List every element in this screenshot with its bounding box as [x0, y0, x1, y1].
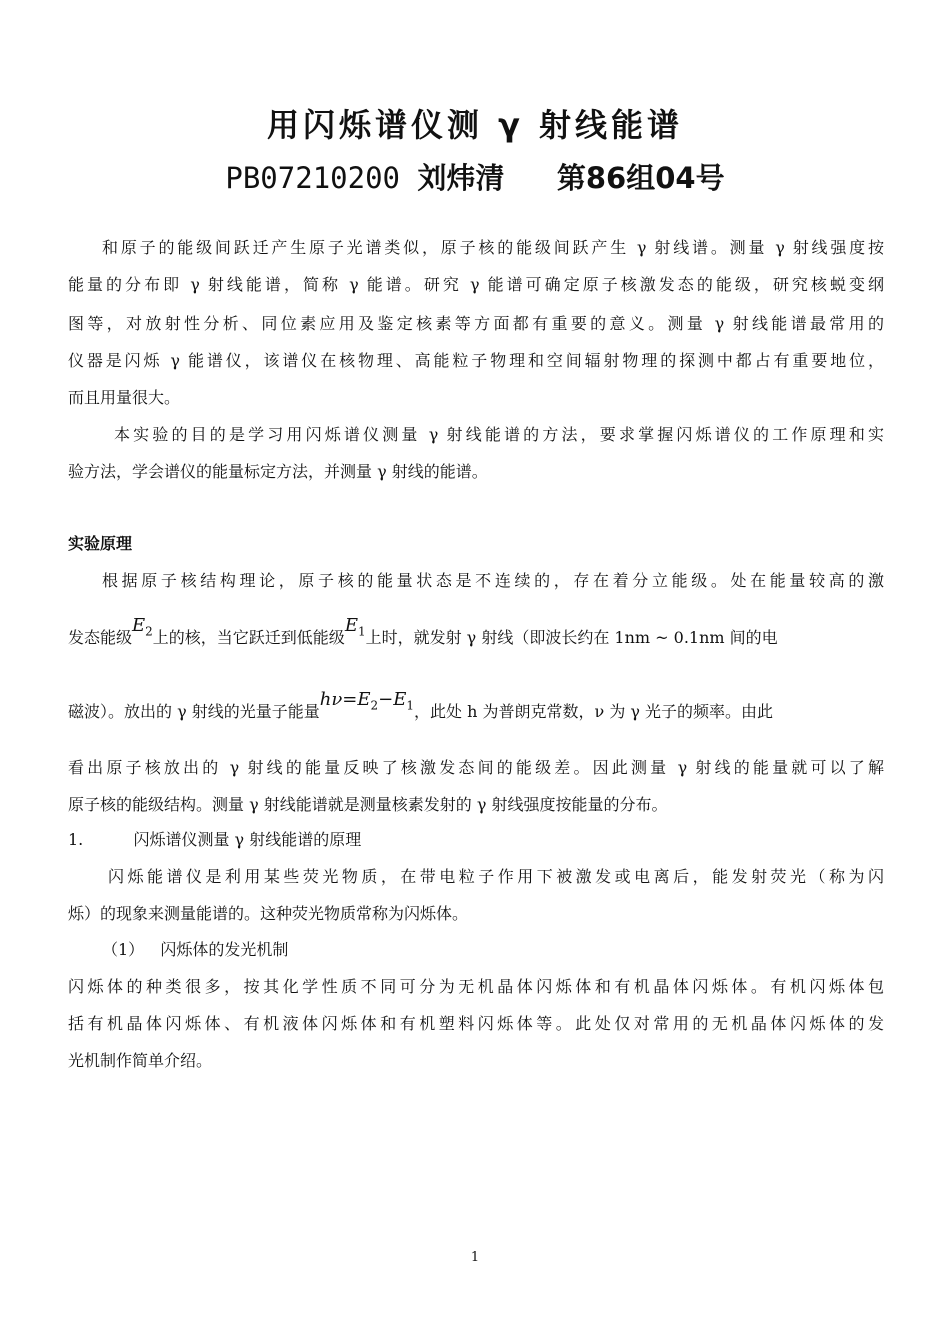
subsection-1-title: 闪烁体的发光机制 [160, 940, 289, 959]
math-photon-energy-formula: $h\nu=E_2-E_1$ [319, 689, 415, 713]
subsection-1-line-2: 括有机晶体闪烁体、有机液体闪烁体和有机塑料闪烁体等。此处仅对常用的无机晶体闪烁体的发 [68, 1014, 884, 1033]
subsection-1-line-3: 光机制作简单介绍。 [68, 1051, 213, 1070]
subsection-1-heading [68, 940, 918, 960]
principle-line-1: 根据原子核结构理论，原子核的能量状态是不连续的，存在着分立能级。处在能量较高的激 [102, 571, 884, 590]
subsection-1-number: （1） [102, 940, 145, 959]
principle-line-4: 看出原子核放出的 γ 射线的能量反映了核激发态间的能级差。因此测量 γ 射线的能量就可以了解 [68, 758, 884, 777]
intro-line-3: 图等，对放射性分析、同位素应用及鉴定核素等方面都有重要的意义。测量 γ 射线能谱最常用的 [68, 314, 884, 333]
intro-p2-line-2: 验方法，学会谱仪的能量标定方法，并测量 γ 射线的能谱。 [68, 462, 488, 481]
principle-line-3: 磁波）。放出的 γ 射线的光量子能量$h\nu=E_2-E_1$，此处 h 为普朗克常数，ν 为 γ 光子的频率。由此 [68, 689, 774, 721]
principle-line-2: 发态能级$E_2$上的核，当它跃迁到低能级$E_1$上时，就发射 γ 射线（即波长约在 1nm ~ 0.1nm 间的电 [68, 615, 778, 647]
section-1-line-1: 闪烁能谱仪是利用某些荧光物质，在带电粒子作用下被激发或电离后，能发射荧光（称为闪 [108, 867, 884, 886]
intro-line-5: 而且用量很大。 [68, 388, 181, 407]
intro-line-2: 能量的分布即 γ 射线能谱，简称 γ 能谱。研究 γ 能谱可确定原子核激发态的能级，研究核蜕变纲 [68, 275, 884, 294]
intro-line-4: 仪器是闪烁 γ 能谱仪，该谱仪在核物理、高能粒子物理和空间辐射物理的探测中都占有重要地位， [68, 351, 884, 370]
intro-p2-line-1: 本实验的目的是学习用闪烁谱仪测量 γ 射线能谱的方法，要求掌握闪烁谱仪的工作原理和实 [114, 425, 884, 444]
group-number: 第86组04号 [556, 161, 725, 195]
section-heading-principle: 实验原理 [68, 534, 133, 553]
author-line [0, 156, 950, 197]
math-e1: $E_1$ [344, 615, 366, 639]
page-title: 用闪烁谱仪测 γ 射线能谱 [266, 106, 684, 144]
section-1-line-2: 烁）的现象来测量能谱的。这种荧光物质常称为闪烁体。 [68, 904, 469, 923]
subsection-1-line-1: 闪烁体的种类很多，按其化学性质不同可分为无机晶体闪烁体和有机晶体闪烁体。有机闪烁体包 [68, 977, 884, 996]
student-id: PB07210200 [225, 161, 400, 195]
author-name: 刘炜清 [417, 161, 505, 195]
math-e2: $E_2$ [132, 615, 153, 639]
section-1-number: 1. [68, 830, 84, 849]
section-1-heading [68, 830, 884, 850]
intro-line-1: 和原子的能级间跃迁产生原子光谱类似，原子核的能级间跃产生 γ 射线谱。测量 γ 射线强度按 [102, 238, 884, 257]
page-number: 1 [470, 1250, 480, 1265]
section-1-title: 闪烁谱仪测量 γ 射线能谱的原理 [133, 830, 362, 849]
principle-line-5: 原子核的能级结构。测量 γ 射线能谱就是测量核素发射的 γ 射线强度按能量的分布。 [68, 795, 668, 814]
